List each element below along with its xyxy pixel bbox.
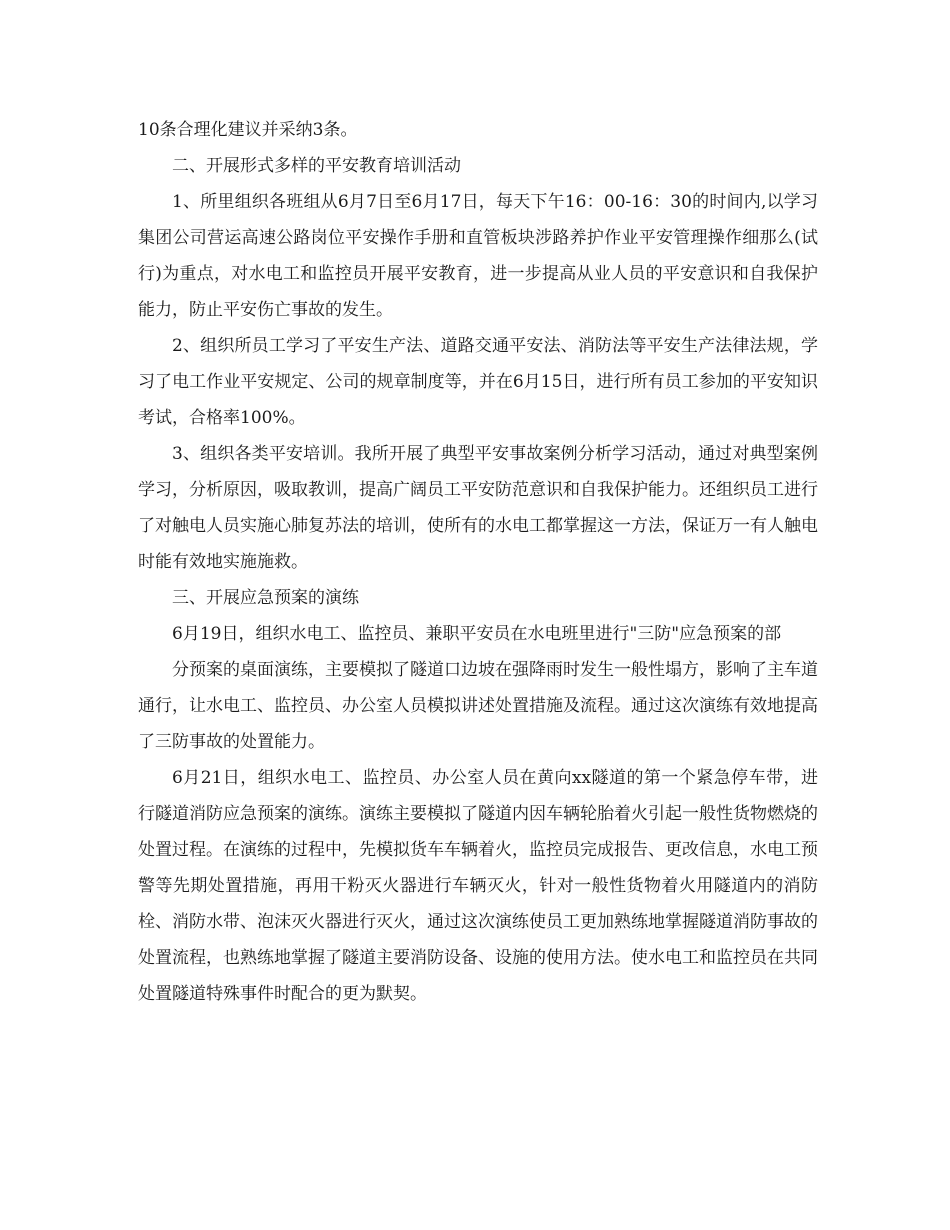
paragraph-3: 1、所里组织各班组从6月7日至6月17日，每天下午16：00-16：30的时间内,以学习集团公司营运高速公路岗位平安操作手册和直管板块涉路养护作业平安管理操作细那么(试行)为重点，对水电工和监控员开展平安教育，进一步提高从业人员的平安意识和自我保护能力，防止平安伤亡事故的发生。 [138, 192, 818, 320]
paragraph-7: 6月19日，组织水电工、监控员、兼职平安员在水电班里进行"三防"应急预案的部 [172, 624, 782, 644]
section-heading-2: 二、开展形式多样的平安教育培训活动 [172, 156, 461, 176]
document-body [138, 112, 818, 1012]
paragraph-4: 2、组织所员工学习了平安生产法、道路交通平安法、消防法等平安生产法律法规，学习了电工作业平安规定、公司的规章制度等，并在6月15日，进行所有员工参加的平安知识考试，合格率100%。 [138, 336, 818, 428]
paragraph-9: 6月21日，组织水电工、监控员、办公室人员在黄向xx隧道的第一个紧急停车带，进行隧道消防应急预案的演练。演练主要模拟了隧道内因车辆轮胎着火引起一般性货物燃烧的处置过程。在演练的过程中，先模拟货车车辆着火，监控员完成报告、更改信息，水电工预警等先期处置措施，再用干粉灭火器进行车辆灭火，针对一般性货物着火用隧道内的消防栓、消防水带、泡沫灭火器进行灭火，通过这次演练使员工更加熟练地掌握隧道消防事故的处置流程，也熟练地掌握了隧道主要消防设备、设施的使用方法。使水电工和监控员在共同处置隧道特殊事件时配合的更为默契。 [138, 768, 818, 1004]
paragraph-1: 10条合理化建议并采纳3条。 [138, 120, 358, 140]
paragraph-5: 3、组织各类平安培训。我所开展了典型平安事故案例分析学习活动，通过对典型案例学习，分析原因，吸取教训，提高广阔员工平安防范意识和自我保护能力。还组织员工进行了对触电人员实施心肺复苏法的培训，使所有的水电工都掌握这一方法，保证万一有人触电时能有效地实施施救。 [138, 444, 818, 572]
paragraph-8: 分预案的桌面演练，主要模拟了隧道口边坡在强降雨时发生一般性塌方，影响了主车道通行，让水电工、监控员、办公室人员模拟讲述处置措施及流程。通过这次演练有效地提高了三防事故的处置能力。 [138, 660, 818, 752]
section-heading-3: 三、开展应急预案的演练 [172, 588, 359, 608]
